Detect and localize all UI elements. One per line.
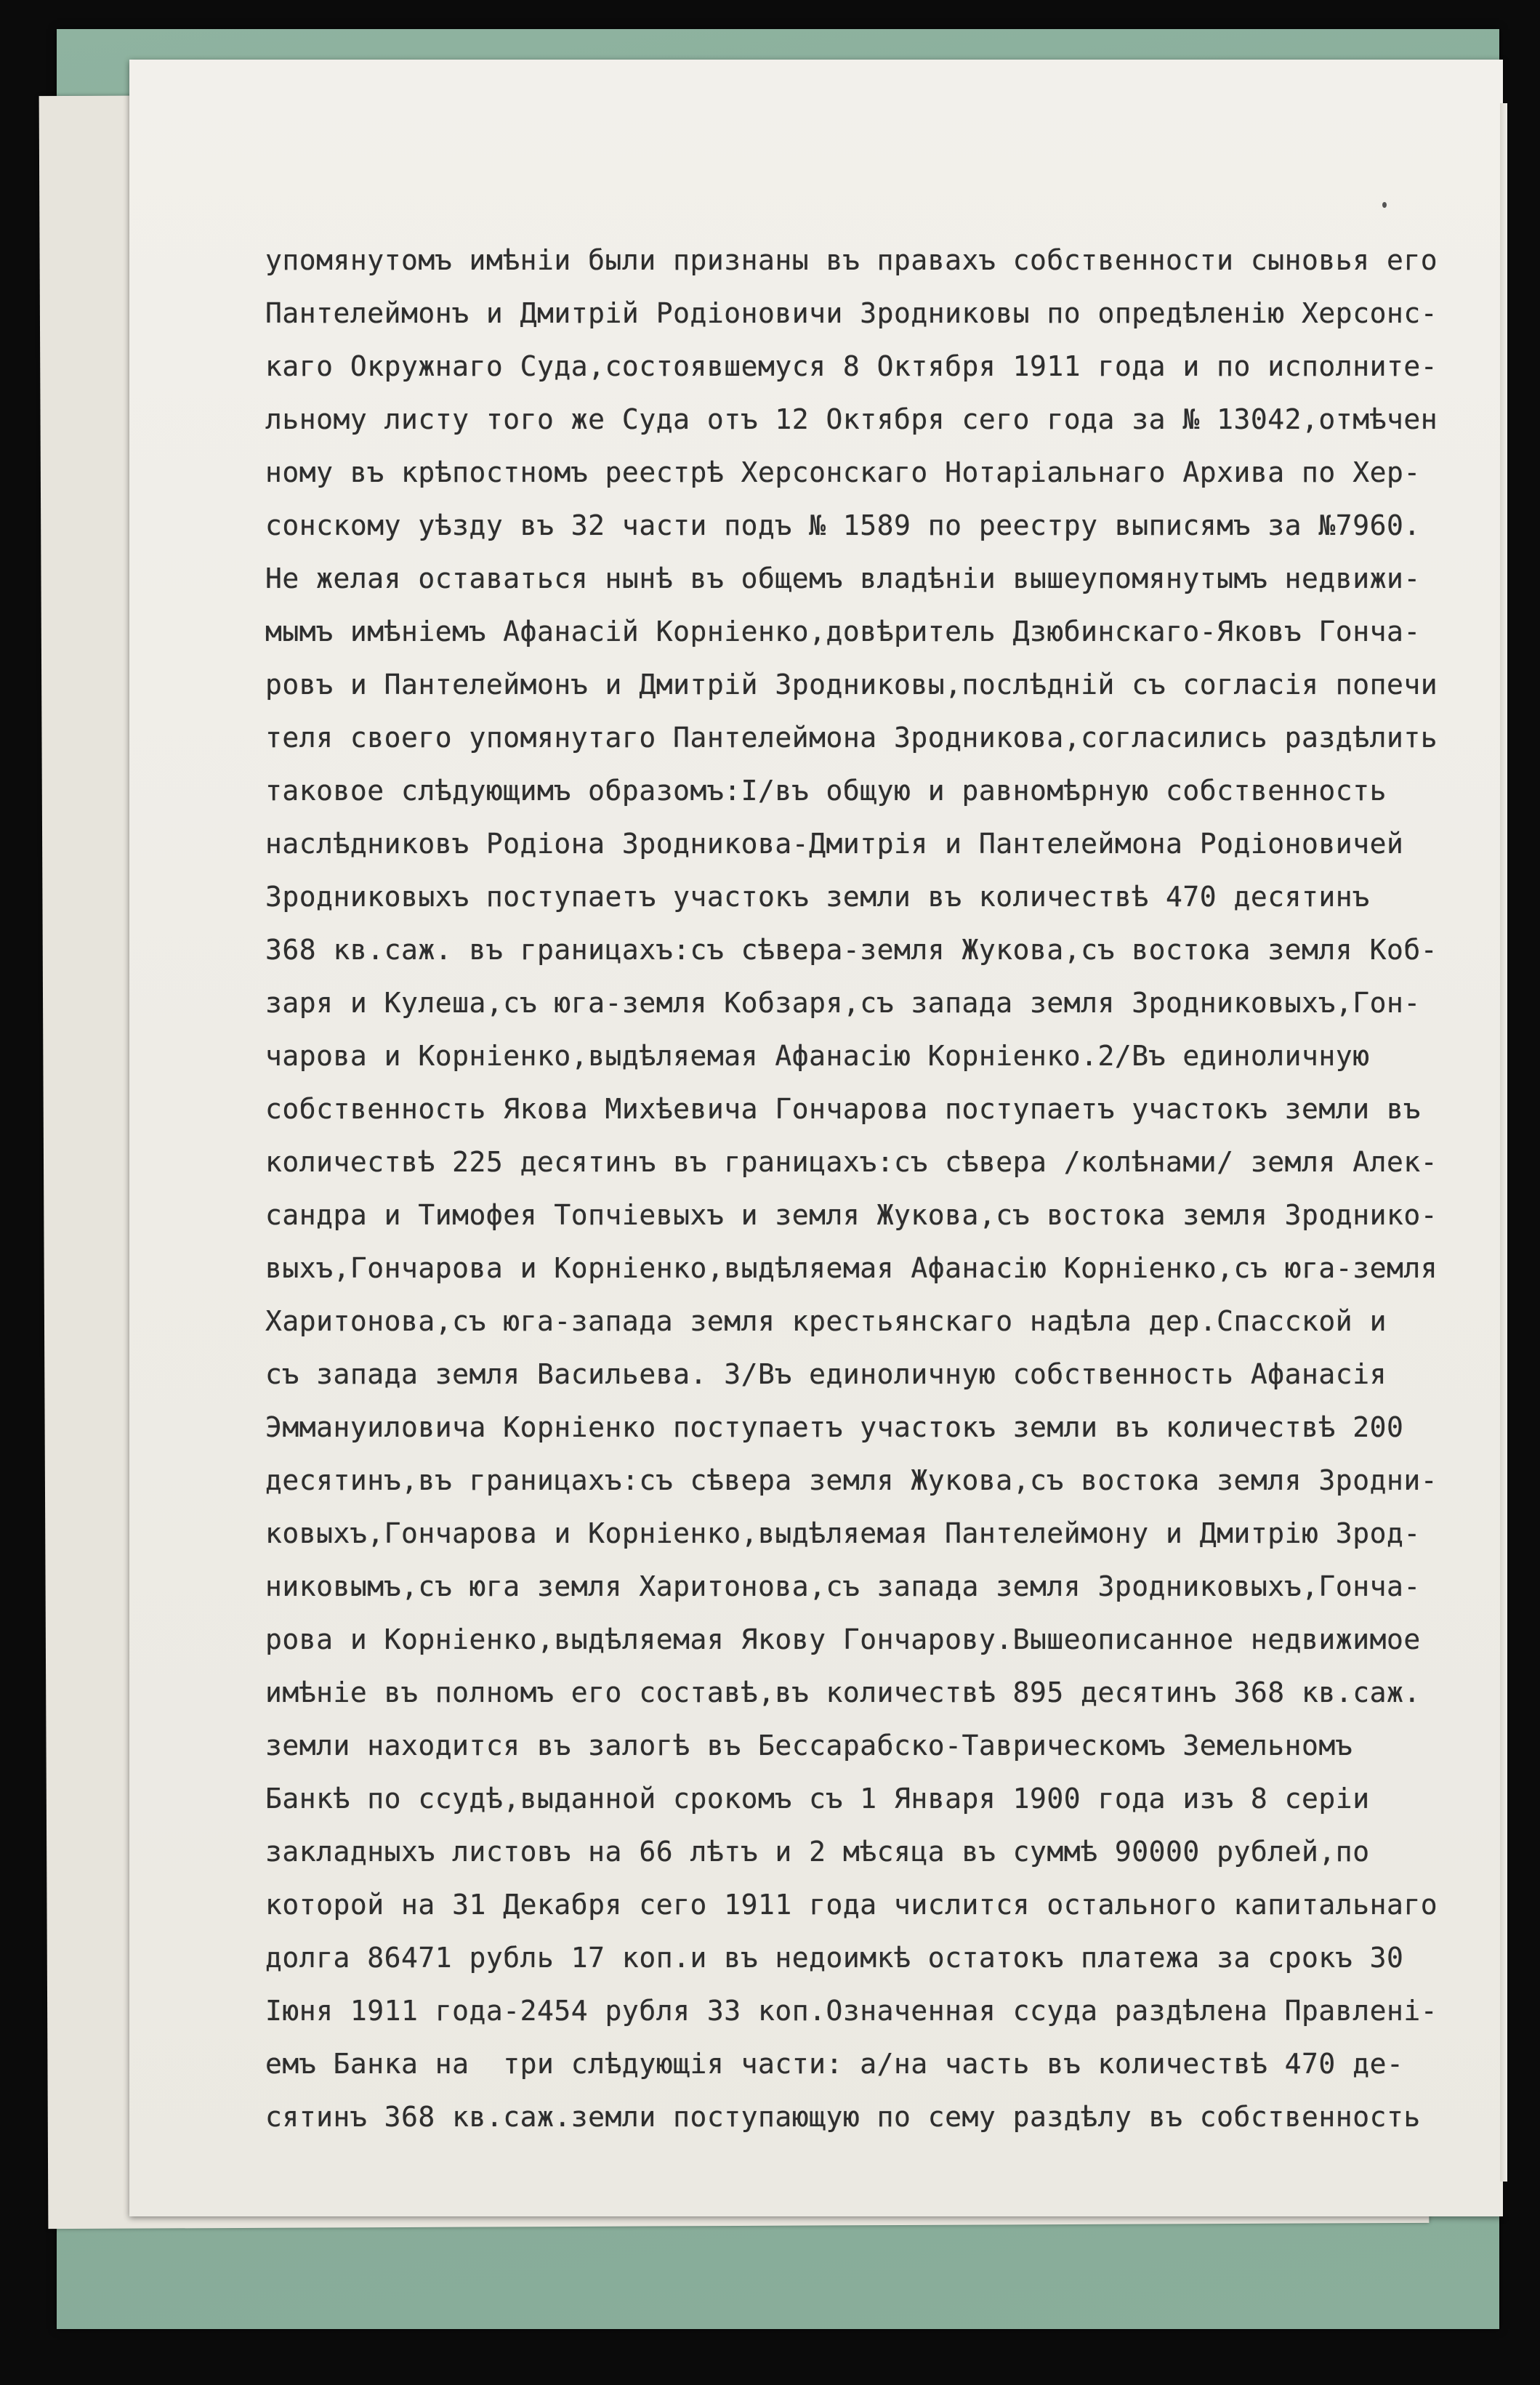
text-line: сонскому уѣзду въ 32 части подъ № 1589 по реестру выписямъ за №7960.: [265, 509, 1421, 541]
text-line: 368 кв.саж. въ границахъ:съ сѣвера-земля Жукова,съ востока земля Коб-: [265, 934, 1438, 966]
text-line: имѣніе въ полномъ его составѣ,въ количествѣ 895 десятинъ 368 кв.саж.: [265, 1676, 1421, 1708]
text-line: выхъ,Гончарова и Корніенко,выдѣляемая Афанасію Корніенко,съ юга-земля: [265, 1252, 1438, 1284]
text-line: Іюня 1911 года-2454 рубля 33 коп.Означенная ссуда раздѣлена Правлені-: [265, 1995, 1438, 2027]
text-line: таковое слѣдующимъ образомъ:I/въ общую и равномѣрную собственность: [265, 775, 1387, 807]
ink-spot: [1382, 202, 1387, 208]
text-line: количествѣ 225 десятинъ въ границахъ:съ сѣвера /колѣнами/ земля Алек-: [265, 1146, 1438, 1178]
text-line: Банкѣ по ссудѣ,выданной срокомъ съ 1 Января 1900 года изъ 8 серіи: [265, 1783, 1370, 1815]
text-line: десятинъ,въ границахъ:съ сѣвера земля Жукова,съ востока земля Зродни-: [265, 1464, 1438, 1496]
typewritten-page: [129, 60, 1503, 2216]
text-line: Харитонова,съ юга-запада земля крестьянскаго надѣла дер.Спасской и: [265, 1305, 1387, 1337]
text-line: сандра и Тимофея Топчіевыхъ и земля Жукова,съ востока земля Зроднико-: [265, 1199, 1438, 1231]
text-line: ному въ крѣпостномъ реестрѣ Херсонскаго Нотаріальнаго Архива по Хер-: [265, 456, 1421, 488]
text-line: ровъ и Пантелеймонъ и Дмитрій Зродниковы,послѣдній съ согласія попечи: [265, 669, 1438, 701]
text-line: наслѣдниковъ Родіона Зродникова-Дмитрія и Пантелеймона Родіоновичей: [265, 828, 1404, 860]
text-line: теля своего упомянутаго Пантелеймона Зродникова,согласились раздѣлить: [265, 722, 1438, 754]
text-line: упомянутомъ имѣніи были признаны въ правахъ собственности сыновья его: [265, 244, 1438, 276]
text-line: заря и Кулеша,съ юга-земля Кобзаря,съ запада земля Зродниковыхъ,Гон-: [265, 987, 1421, 1019]
text-line: чарова и Корніенко,выдѣляемая Афанасію Корніенко.2/Въ единоличную: [265, 1040, 1370, 1072]
text-line: Пантелеймонъ и Дмитрій Родіоновичи Зродниковы по опредѣленію Херсонс-: [265, 297, 1438, 329]
text-line: никовымъ,съ юга земля Харитонова,съ запада земля Зродниковыхъ,Гонча-: [265, 1570, 1421, 1602]
text-line: емъ Банка на три слѣдующія части: а/на часть въ количествѣ 470 де-: [265, 2048, 1404, 2080]
text-line: ковыхъ,Гончарова и Корніенко,выдѣляемая Пантелеймону и Дмитрію Зрод-: [265, 1517, 1421, 1549]
text-line: Эммануиловича Корніенко поступаетъ участокъ земли въ количествѣ 200: [265, 1411, 1404, 1443]
text-line: Зродниковыхъ поступаетъ участокъ земли въ количествѣ 470 десятинъ: [265, 881, 1370, 913]
text-line: каго Окружнаго Суда,состоявшемуся 8 Октября 1911 года и по исполните-: [265, 350, 1438, 382]
text-line: долга 86471 рубль 17 коп.и въ недоимкѣ остатокъ платежа за срокъ 30: [265, 1942, 1404, 1974]
text-line: собственность Якова Михѣевича Гончарова поступаетъ участокъ земли въ: [265, 1093, 1421, 1125]
text-line: мымъ имѣніемъ Афанасій Корніенко,довѣритель Дзюбинскаго-Яковъ Гонча-: [265, 616, 1421, 647]
text-line: съ запада земля Васильева. 3/Въ единоличную собственность Афанасія: [265, 1358, 1387, 1390]
text-line: Не желая оставаться нынѣ въ общемъ владѣніи вышеупомянутымъ недвижи-: [265, 562, 1421, 594]
page-edge: [1500, 103, 1507, 2182]
text-line: рова и Корніенко,выдѣляемая Якову Гончарову.Вышеописанное недвижимое: [265, 1623, 1421, 1655]
text-line: сятинъ 368 кв.саж.земли поступающую по сему раздѣлу въ собственность: [265, 2101, 1421, 2133]
text-line: закладныхъ листовъ на 66 лѣтъ и 2 мѣсяца въ суммѣ 90000 рублей,по: [265, 1836, 1370, 1868]
text-line: земли находится въ залогѣ въ Бессарабско-Таврическомъ Земельномъ: [265, 1730, 1353, 1761]
text-line: льному листу того же Суда отъ 12 Октября сего года за № 13042,отмѣчен: [265, 403, 1438, 435]
text-line: которой на 31 Декабря сего 1911 года числится остального капитальнаго: [265, 1889, 1438, 1921]
